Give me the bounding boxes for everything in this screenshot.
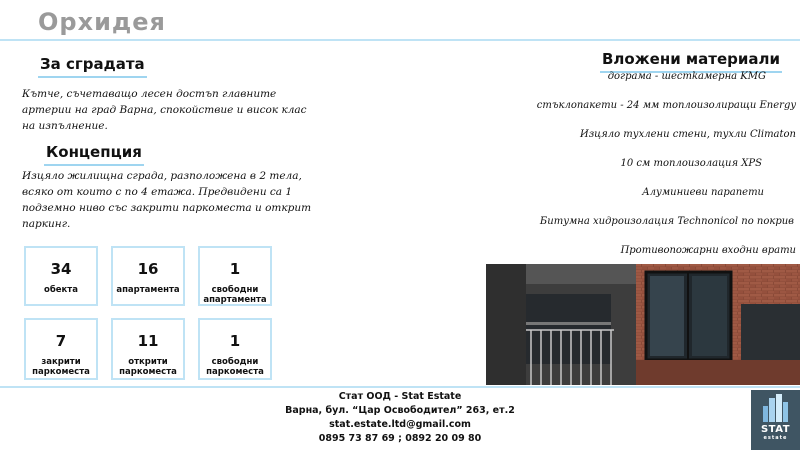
stat-card-open-parking (111, 318, 185, 380)
stat-card-free-apartments (198, 246, 272, 306)
stat-label: закрити паркоместа (32, 357, 90, 377)
materials-heading: Вложени материали (600, 50, 782, 73)
concept-heading: Концепция (44, 143, 144, 166)
stat-card-free-parking (198, 318, 272, 380)
footer-phones: 0895 73 87 69 ; 0892 20 09 80 (318, 433, 482, 444)
page-title: Орхидея (38, 8, 166, 36)
bottom-divider (0, 386, 800, 388)
material-item: Противопожарни входни врати (620, 245, 796, 256)
stat-label: обекта (44, 285, 78, 295)
material-item: Изцяло тухлени стени, тухли Climaton (579, 129, 796, 140)
material-item: дограма - шестkамерна KMG (607, 71, 766, 82)
logo-subtitle: estate (763, 435, 788, 441)
stat-value: 11 (137, 332, 159, 350)
stat-label: свободни паркоместа (206, 357, 264, 377)
stat-value: 34 (50, 260, 72, 278)
building-photo-illustration (486, 264, 800, 385)
stat-value: 1 (229, 260, 241, 278)
stat-value: 7 (55, 332, 67, 350)
stat-value: 1 (229, 332, 241, 350)
material-item: Битумна хидроизолация Technonicol по покрив (539, 216, 794, 227)
top-divider (0, 39, 800, 41)
concept-description: Изцяло жилищна сграда, разположена в 2 тела, всяко от които с по 4 етажа. Предвидени са 1 подземно ниво със закрити паркоместа и открит паркинг. (22, 170, 312, 230)
stat-card-objects (24, 246, 98, 306)
building-description: Кътче, съчетаващо лесен достъп главните артерии на град Варна, спокойствие и висок клас на изпълнение. (22, 88, 307, 132)
building-heading: За сградата (38, 55, 147, 78)
material-item: 10 см топлоизолация XPS (620, 158, 762, 169)
stat-label: апартамента (116, 285, 180, 295)
footer-company: Стат ООД - Stat Estate (338, 391, 462, 402)
stat-value: 16 (137, 260, 159, 278)
material-item: стъклопакети - 24 мм топлоизолиращи Energy (536, 100, 796, 111)
company-logo (751, 390, 800, 450)
stat-card-covered-parking (24, 318, 98, 380)
building-photo (486, 264, 800, 385)
logo-wordmark: STAT (760, 424, 791, 435)
footer-email: stat.estate.ltd@gmail.com (329, 419, 471, 430)
stat-label: открити паркоместа (119, 357, 177, 377)
building-skyline-icon (751, 390, 800, 424)
material-item: Алуминиеви парапети (642, 187, 764, 198)
stat-label: свободни апартамента (203, 285, 267, 305)
stat-card-apartments (111, 246, 185, 306)
footer-address: Варна, бул. “Цар Освободител” 263, ет.2 (285, 405, 515, 416)
